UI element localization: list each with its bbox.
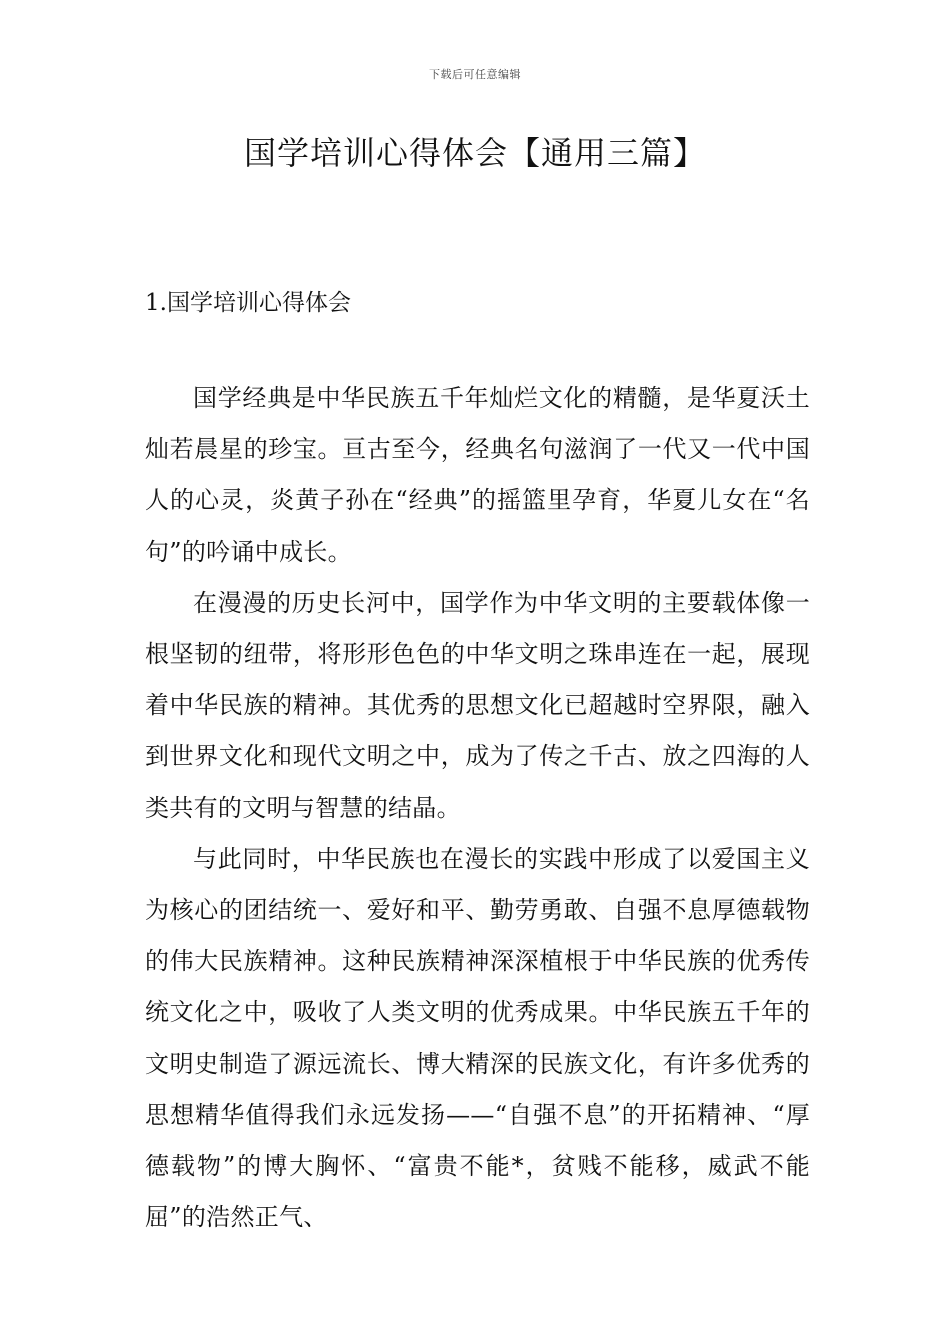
document-title: 国学培训心得体会【通用三篇】	[243, 134, 706, 172]
section-heading: 1.国学培训心得体会	[145, 290, 351, 316]
paragraph-3: 与此同时，中华民族也在漫长的实践中形成了以爱国主义为核心的团结统一、爱好和平、勤劳勇敢、自强不息厚德载物的伟大民族精神。这种民族精神深深植根于中华民族的优秀传统文化之中，吸收了人类文明的优秀成果。中华民族五千年的文明史制造了源远流长、博大精深的民族文化，有许多优秀的思想精华值得我们永远发扬——“自强不息”的开拓精神、“厚德载物”的博大胸怀、“富贵不能*，贫贱不能移，威武不能屈”的浩然正气、	[145, 844, 810, 1232]
paragraph-1: 国学经典是中华民族五千年灿烂文化的精髓，是华夏沃土灿若晨星的珍宝。亘古至今，经典名句滋润了一代又一代中国人的心灵，炎黄子孙在“经典”的摇篮里孕育，华夏儿女在“名句”的吟诵中成长。	[145, 384, 810, 566]
header-note: 下载后可任意编辑	[429, 68, 521, 81]
paragraph-2: 在漫漫的历史长河中，国学作为中华文明的主要载体像一根坚韧的纽带，将形形色色的中华文明之珠串连在一起，展现着中华民族的精神。其优秀的思想文化已超越时空界限，融入到世界文化和现代文明之中，成为了传之千古、放之四海的人类共有的文明与智慧的结晶。	[145, 588, 810, 822]
body-text	[145, 373, 810, 1243]
